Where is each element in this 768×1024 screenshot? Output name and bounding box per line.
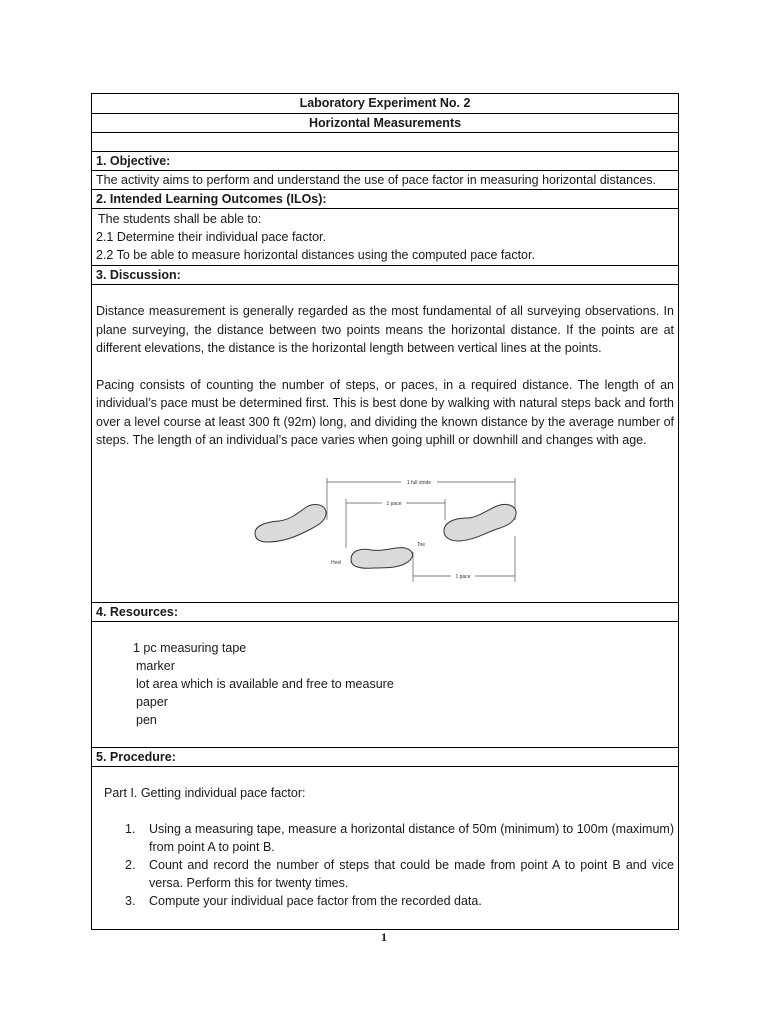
discussion-body xyxy=(92,285,678,603)
label-pace-bottom: 1 pace xyxy=(455,573,471,580)
procedure-step xyxy=(92,820,678,856)
discussion-paragraph: Distance measurement is generally regarded as the most fundamental of all surveying observations. In plane surveying, the distance between two points means the horizontal distance. If the points are at different elevations, the distance is the horizontal length between vertical lines at the points. xyxy=(96,304,674,355)
ilos-heading: 2. Intended Learning Outcomes (ILOs): xyxy=(92,190,678,209)
procedure-part-title: Part I. Getting individual pace factor: xyxy=(104,786,306,800)
step-text: Using a measuring tape, measure a horizontal distance of 50m (minimum) to 100m (maximum) from point A to point B. xyxy=(149,822,674,854)
procedure-heading: 5. Procedure: xyxy=(92,748,678,767)
ilos-body xyxy=(92,209,678,266)
footsteps-figure xyxy=(251,476,521,588)
footprint-left xyxy=(255,504,326,541)
step-number: 1. xyxy=(125,822,136,836)
label-pace-top: 1 pace xyxy=(386,500,402,507)
document-title: Laboratory Experiment No. 2 xyxy=(92,94,678,114)
label-heel: Heel xyxy=(331,559,342,566)
procedure-step xyxy=(92,856,678,892)
document-subtitle: Horizontal Measurements xyxy=(92,114,678,133)
lab-document xyxy=(91,93,679,930)
resources-heading: 4. Resources: xyxy=(92,603,678,622)
procedure-body xyxy=(92,767,678,929)
step-number: 3. xyxy=(125,894,136,908)
resources-list xyxy=(96,639,674,729)
objective-text: The activity aims to perform and understand the use of pace factor in measuring horizontal distances. xyxy=(92,171,678,190)
label-toe: Toe xyxy=(417,541,426,548)
resource-item: marker xyxy=(136,659,175,673)
footprint-middle xyxy=(351,547,412,568)
footprint-right xyxy=(444,504,516,541)
resource-item: pen xyxy=(136,713,157,727)
objective-heading: 1. Objective: xyxy=(92,152,678,171)
ilo-item: 2.2 To be able to measure horizontal distances using the computed pace factor. xyxy=(96,248,535,262)
ilo-item: 2.1 Determine their individual pace factor. xyxy=(96,230,326,244)
page-number: 1 xyxy=(381,930,387,944)
resource-item: lot area which is available and free to measure xyxy=(136,677,394,691)
step-number: 2. xyxy=(125,858,136,872)
resource-item: paper xyxy=(136,695,168,709)
procedure-steps xyxy=(92,820,678,910)
step-text: Count and record the number of steps that could be made from point A to point B and vice versa. Perform this for twenty times. xyxy=(149,858,674,890)
resources-body xyxy=(92,622,678,748)
step-text: Compute your individual pace factor from the recorded data. xyxy=(149,894,482,908)
procedure-step xyxy=(92,892,678,910)
discussion-heading: 3. Discussion: xyxy=(92,266,678,285)
resource-item: 1 pc measuring tape xyxy=(133,641,247,655)
label-full-stride: 1 full stride xyxy=(406,479,432,486)
discussion-paragraph: Pacing consists of counting the number of steps, or paces, in a required distance. The length of an individual’s pace must be determined first. This is best done by walking with natural steps back and forth over a level course at least 300 ft (92m) long, and dividing the known distance by the average number of steps. The length of an individual’s pace varies when going uphill or downhill and changes with age. xyxy=(96,377,674,447)
ilos-intro: The students shall be able to: xyxy=(98,212,262,226)
blank-row xyxy=(92,133,678,152)
